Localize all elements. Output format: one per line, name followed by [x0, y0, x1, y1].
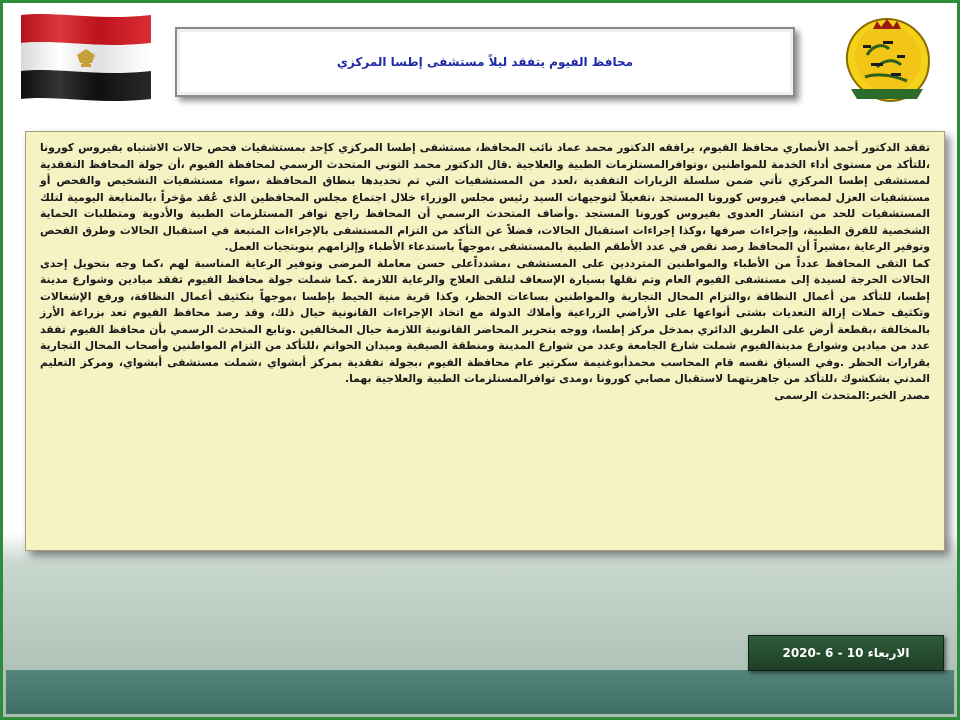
title-box	[175, 27, 795, 97]
date-text: الاربعاء 10 - 6 -2020	[782, 646, 910, 660]
egypt-flag-icon	[17, 11, 155, 103]
article-body	[25, 131, 945, 551]
article-paragraph-1: تفقد الدكتور أحمد الأنصاري محافظ الفيوم، يرافقه الدكتور محمد عماد نائب المحافظ، مستشفى إطسا المركزي كإحد بمستشفيات فحص حالات الاشتباه بفيروس كورونا ،للتأكد من مستوى أداء الخدمة للمواطنين ،وتوافرالمستلزمات الطبية والعلاجية .قال الدكتور محمد التوني المتحدث الرسمي لمحافظة الفيوم ،أن جولة المحافظ التفقدية لمستشفى إطسا المركزي تأتي ضمن سلسلة الزيارات التفقدية ،لعدد من المستشفيات التي تم تحديدها بنطاق المحافظة ،سواء مستشفيات التشخيص والفحص أو مستشفيات العزل لمصابي فيروس كورونا المستجد ،تفعيلاً لتوجيهات السيد رئيس مجلس الوزراء خلال اجتماع مجلس المحافظين الذى عُقد مؤخراً ،بالمتابعة اليومية لتلك المستشفيات للحد من انتشار العدوى بفيروس كورونا المستجد .وأضاف المتحدث الرسمي أن المحافظ راجع توافر المستلزمات الطبية والأدوية ومتطلبات الحماية الشخصية للفرق الطبية، وإجراءات صرفها ،وكذا إجراءات استقبال الحالات، فضلاً عن التأكد من التزام المستشفى بالإجراءات المتبعة في استقبال الحالات وطرق الفحص وتوفير الرعاية ،مشيراً أن المحافظ رصد نقص في عدد الأطقم الطبية بالمستشفى ،موجهاً باستدعاء الأطباء وإلزامهم بنوبتجيات العمل.	[40, 141, 930, 253]
article-paragraph-2: كما التقى المحافظ عدداً من الأطباء والمواطنين المترددين على المستشفى ،مشدداًعلى حسن معاملة المرضى وتوفير الرعاية المناسبة لهم ،كما وجه بتحويل إحدى الحالات الحرجة لسيدة إلى مستشفى الفيوم العام وتم نقلها بسيارة الإسعاف لتلقى العلاج والرعاية اللازمة .كما شملت جولة محافظ الفيوم تفقد ميادين وشوارع مدينة إطسا، للتأكد من أعمال النظافة ،والتزام المحال التجارية والمواطنين بساعات الحظر، وكذا قرية منية الحيط بإطسا ،موجهاً بتكثيف أعمال النظافة، ورفع الإشغالات وتكثيف حملات إزالة التعديات بشتى أنواعها على الأراضي الزراعية وأملاك الدولة مع اتخاذ الإجراءات القانونية حيال ذلك، وقد رصد محافظ الفيوم تعد بزراعة الأرز بالمخالفة ،بقطعة أرض على الطريق الدائري بمدخل مركز إطسا، ووجه بتحرير المحاضر القانونية اللازمة حيال المخالفين .وتابع المتحدث الرسمي بأن محافظ الفيوم تفقد عدد من ميادين وشوارع مدينةالفيوم شملت شارع الجامعة وعدد من شوارع المدينة ومنطقة الصيفية وميدان الحواتم ،للتأكد من التزام المواطنين وأصحاب المحال التجارية بقرارات الحظر .وفي السياق نفسه قام المحاسب محمدأبوغنيمة سكرتير عام محافظة الفيوم ،بجولة تفقدية بمركز أبشواي ،شملت مستشفى أبشواي، ومركز التعليم المدني بشكشوك ،للتأكد من جاهزيتهما لاستقبال مصابي كورونا ،ومدى توافرالمستلزمات الطبية والعلاجية بهما.	[40, 256, 930, 385]
date-badge	[748, 635, 944, 671]
fayoum-governorate-logo-icon	[837, 15, 937, 105]
page-title: محافظ الفيوم يتفقد ليلاً مستشفى إطسا المركزي	[336, 55, 634, 69]
news-source: مصدر الخبر:المتحدث الرسمى	[774, 388, 930, 402]
bottom-band	[6, 670, 954, 714]
